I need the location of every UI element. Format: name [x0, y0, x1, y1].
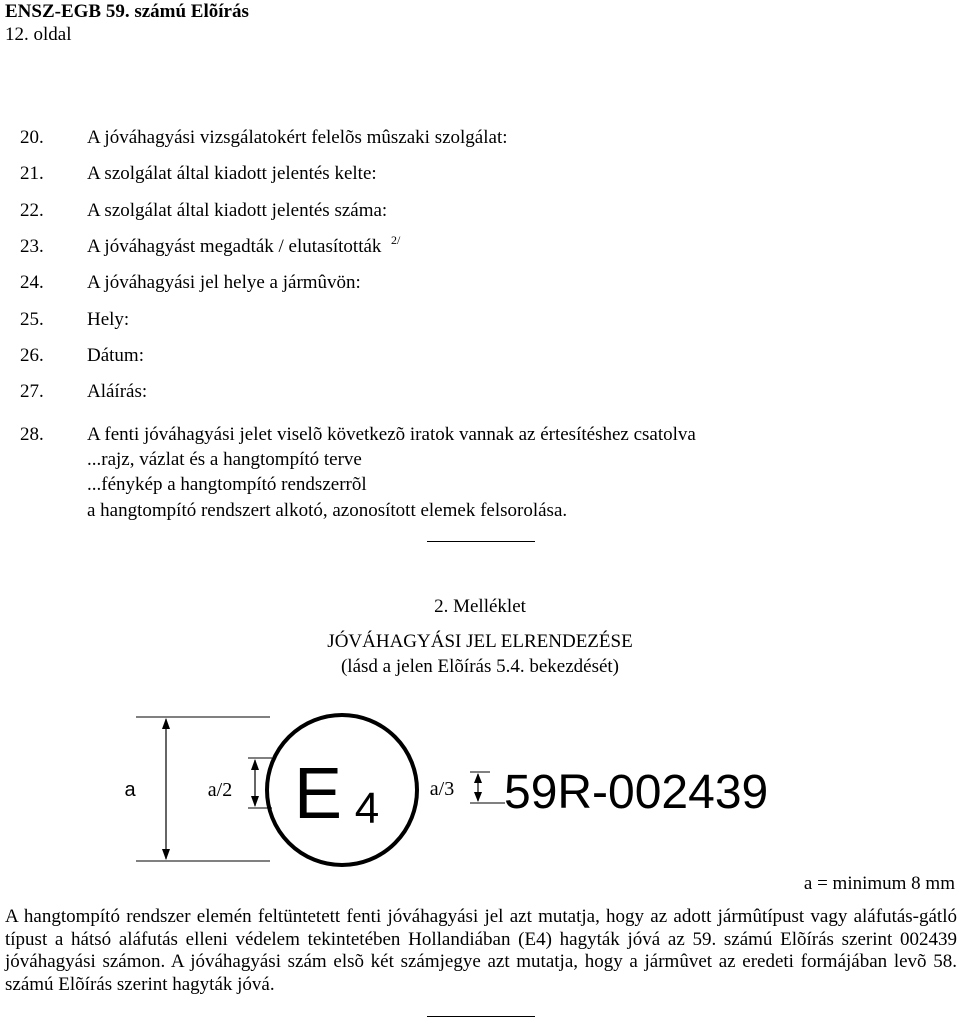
item-number: 20.	[20, 127, 44, 148]
approval-mark-diagram	[0, 700, 960, 872]
dimension-a2-label: a/2	[207, 779, 233, 801]
dimension-a	[124, 717, 270, 861]
country-number: 4	[354, 784, 380, 833]
footnote-marker: 2/	[390, 233, 401, 247]
dimension-a3	[430, 772, 505, 803]
item-number: 25.	[20, 309, 44, 330]
item-text: Hely:	[87, 309, 130, 330]
item-number: 24.	[20, 272, 44, 293]
minimum-size-note: a = minimum 8 mm	[803, 873, 955, 894]
attachment-photo: ...fénykép a hangtompító rendszerrõl	[87, 474, 367, 495]
item-text: A szolgálat által kiadott jelentés kelte:	[87, 163, 377, 184]
item-number: 26.	[20, 345, 44, 366]
approval-number: 59R-002439	[504, 766, 769, 819]
page-number: 12. oldal	[5, 24, 72, 45]
dimension-a3-label: a/3	[429, 778, 455, 800]
item-text-main: A jóváhagyást megadták / elutasították	[87, 236, 382, 257]
item-text: A szolgálat által kiadott jelentés száma:	[87, 200, 388, 221]
dimension-a-label: a	[124, 779, 136, 801]
dimension-a2	[208, 758, 272, 808]
attachment-component-list: a hangtompító rendszert alkotó, azonosított elemek felsorolása.	[87, 500, 568, 521]
item-text: Aláírás:	[87, 381, 148, 402]
separator-line	[427, 541, 535, 542]
separator-line-bottom	[427, 1016, 535, 1017]
explanation-paragraph: A hangtompító rendszer elemén feltüntetett fenti jóváhagyási jel azt mutatja, hogy az adott jármûtípust vagy aláfutás-gátló típust a hátsó aláfutás elleni védelem tekintetében Hollandiában (E4) hagyták jóvá az 59. számú Elõírás szerint 002439 jóváhagyási számon. A jóváhagyási szám elsõ két számjegye azt mutatja, hogy a jármûvet az eredeti formájában levõ 58. számú Elõírás szerint hagyták jóvá.	[5, 906, 957, 995]
item-text: Dátum:	[87, 345, 144, 366]
item-text: A fenti jóváhagyási jelet viselõ következõ iratok vannak az értesítéshez csatolva	[87, 424, 696, 445]
annex-title: JÓVÁHAGYÁSI JEL ELRENDEZÉSE	[327, 631, 633, 652]
annex-subtitle: (lásd a jelen Elõírás 5.4. bekezdését)	[340, 656, 620, 677]
item-number: 28.	[20, 424, 44, 445]
approval-letter-e: E	[293, 754, 343, 834]
annex-label: 2. Melléklet	[434, 596, 526, 617]
item-number: 21.	[20, 163, 44, 184]
document-title: ENSZ-EGB 59. számú Elõírás	[5, 1, 249, 22]
item-number: 27.	[20, 381, 44, 402]
item-number: 22.	[20, 200, 44, 221]
item-text: A jóváhagyási jel helye a jármûvön:	[87, 272, 361, 293]
item-text	[87, 233, 401, 259]
item-text: A jóváhagyási vizsgálatokért felelõs mûszaki szolgálat:	[87, 127, 508, 148]
item-number: 23.	[20, 236, 44, 257]
attachment-drawing: ...rajz, vázlat és a hangtompító terve	[87, 449, 362, 470]
